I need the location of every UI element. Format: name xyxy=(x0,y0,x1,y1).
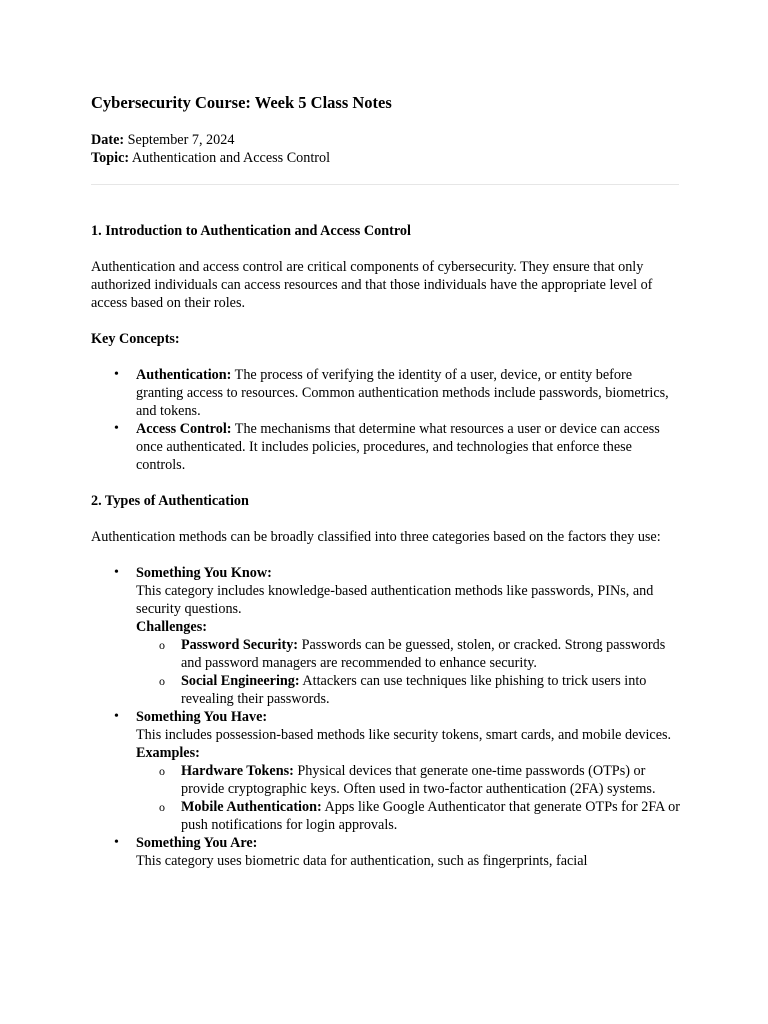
sub-item-text: Apps like Google Authenticator that generate OTPs for 2FA or push notifications for login approvals. xyxy=(181,799,680,833)
section-1-intro: Authentication and access control are critical components of cybersecurity. They ensure that only authorized individuals can access resources and that those individuals have the appropriate level of access based on their roles. xyxy=(91,259,653,311)
category-sub-label: Examples: xyxy=(136,745,200,761)
sub-item-term: Password Security: xyxy=(181,637,299,653)
list-item xyxy=(114,708,681,834)
date-line xyxy=(91,131,330,149)
bullet-icon: • xyxy=(114,709,119,724)
category-title: Something You Are: xyxy=(136,835,258,851)
document-meta xyxy=(91,131,330,167)
sub-item-text: Attackers can use techniques like phishing to trick users into revealing their passwords. xyxy=(181,673,647,707)
topic-line xyxy=(91,149,330,167)
topic-value: Authentication and Access Control xyxy=(131,150,331,166)
document-title: Cybersecurity Course: Week 5 Class Notes xyxy=(91,93,392,112)
concept-term: Access Control: xyxy=(136,421,232,437)
divider xyxy=(91,184,679,185)
list-item xyxy=(114,366,681,420)
list-item xyxy=(159,672,681,708)
category-description: This category includes knowledge-based authentication methods like passwords, PINs, and security questions. xyxy=(136,583,654,617)
category-title: Something You Have: xyxy=(136,709,268,725)
section-2-heading: 2. Types of Authentication xyxy=(91,493,249,509)
list-item xyxy=(159,798,681,834)
bullet-icon: • xyxy=(114,835,119,850)
sub-item-text: Passwords can be guessed, stolen, or cracked. Strong passwords and password managers are recommended to enhance security. xyxy=(181,637,666,671)
section-2-intro: Authentication methods can be broadly classified into three categories based on the factors they use: xyxy=(91,529,661,545)
bullet-icon: • xyxy=(114,565,119,580)
category-description: This category uses biometric data for authentication, such as fingerprints, facial xyxy=(136,853,588,869)
sub-item-term: Hardware Tokens: xyxy=(181,763,294,779)
sub-item-text: Physical devices that generate one-time passwords (OTPs) or provide cryptographic keys. Often used in two-factor authentication (2FA) systems. xyxy=(181,763,656,797)
date-label: Date: xyxy=(91,132,125,148)
concept-text: The process of verifying the identity of a user, device, or entity before granting access to resources. Common authentication methods include passwords, biometrics, and tokens. xyxy=(136,367,669,419)
concept-term: Authentication: xyxy=(136,367,232,383)
list-item xyxy=(159,762,681,798)
bullet-icon: • xyxy=(114,367,119,382)
section-1-heading: 1. Introduction to Authentication and Access Control xyxy=(91,223,411,239)
document-body xyxy=(91,222,681,870)
list-item xyxy=(114,564,681,708)
topic-label: Topic: xyxy=(91,150,130,166)
list-item xyxy=(114,420,681,474)
sub-list xyxy=(136,636,681,708)
list-item xyxy=(159,636,681,672)
sub-item-term: Social Engineering: xyxy=(181,673,300,689)
sub-list xyxy=(136,762,681,834)
date-value: September 7, 2024 xyxy=(127,132,235,148)
list-item xyxy=(114,834,681,870)
category-description: This includes possession-based methods like security tokens, smart cards, and mobile devices. xyxy=(136,727,672,743)
key-concepts-label: Key Concepts: xyxy=(91,331,180,347)
concept-text: The mechanisms that determine what resources a user or device can access once authenticated. It includes policies, procedures, and technologies that enforce these controls. xyxy=(136,421,660,473)
sub-item-term: Mobile Authentication: xyxy=(181,799,322,815)
circle-bullet-icon: o xyxy=(159,764,165,778)
bullet-icon: • xyxy=(114,421,119,436)
circle-bullet-icon: o xyxy=(159,674,165,688)
key-concepts-list xyxy=(91,366,681,474)
category-sub-label: Challenges: xyxy=(136,619,207,635)
circle-bullet-icon: o xyxy=(159,800,165,814)
circle-bullet-icon: o xyxy=(159,638,165,652)
category-title: Something You Know: xyxy=(136,565,272,581)
auth-categories-list xyxy=(91,564,681,870)
